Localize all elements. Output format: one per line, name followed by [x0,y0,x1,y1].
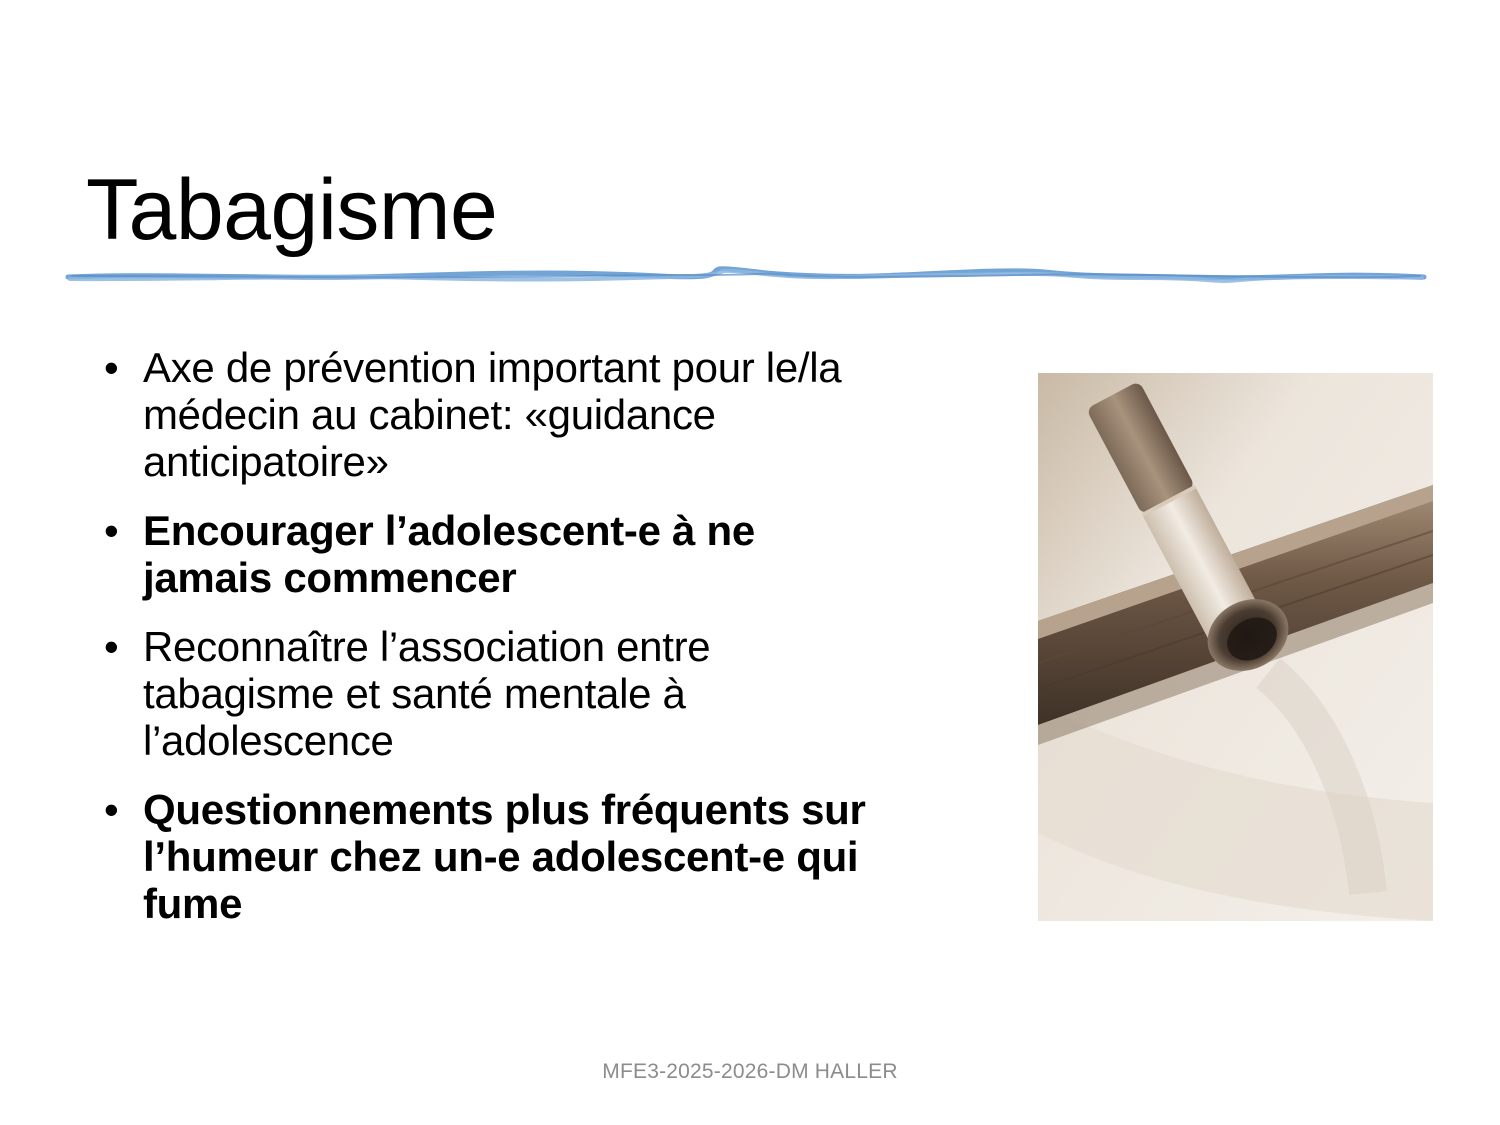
bullet-item [100,786,890,927]
slide-footer: MFE3-2025-2026-DM HALLER [602,1060,898,1083]
bullet-item [100,344,890,485]
bullet-dot-icon: • [104,623,119,670]
bullet-item [100,623,890,764]
bullet-text: Questionnements plus fréquents sur l’humeur chez un-e adolescent-e qui fume [143,786,866,927]
bullet-text: Axe de prévention important pour le/la médecin au cabinet: «guidance anticipatoire» [143,344,842,485]
slide-title: Tabagisme [86,162,498,258]
bullet-dot-icon: • [104,344,119,391]
bullet-text: Reconnaître l’association entre tabagisme et santé mentale à l’adolescence [143,623,711,764]
cigarette-icon [1038,373,1433,921]
bullet-text: Encourager l’adolescent-e à ne jamais commencer [143,507,755,601]
bullet-item [100,507,890,601]
cigarette-photo [1038,373,1433,921]
bullet-list [100,344,890,949]
bullet-dot-icon: • [104,786,119,833]
bullet-dot-icon: • [104,507,119,554]
title-underline [60,258,1432,294]
